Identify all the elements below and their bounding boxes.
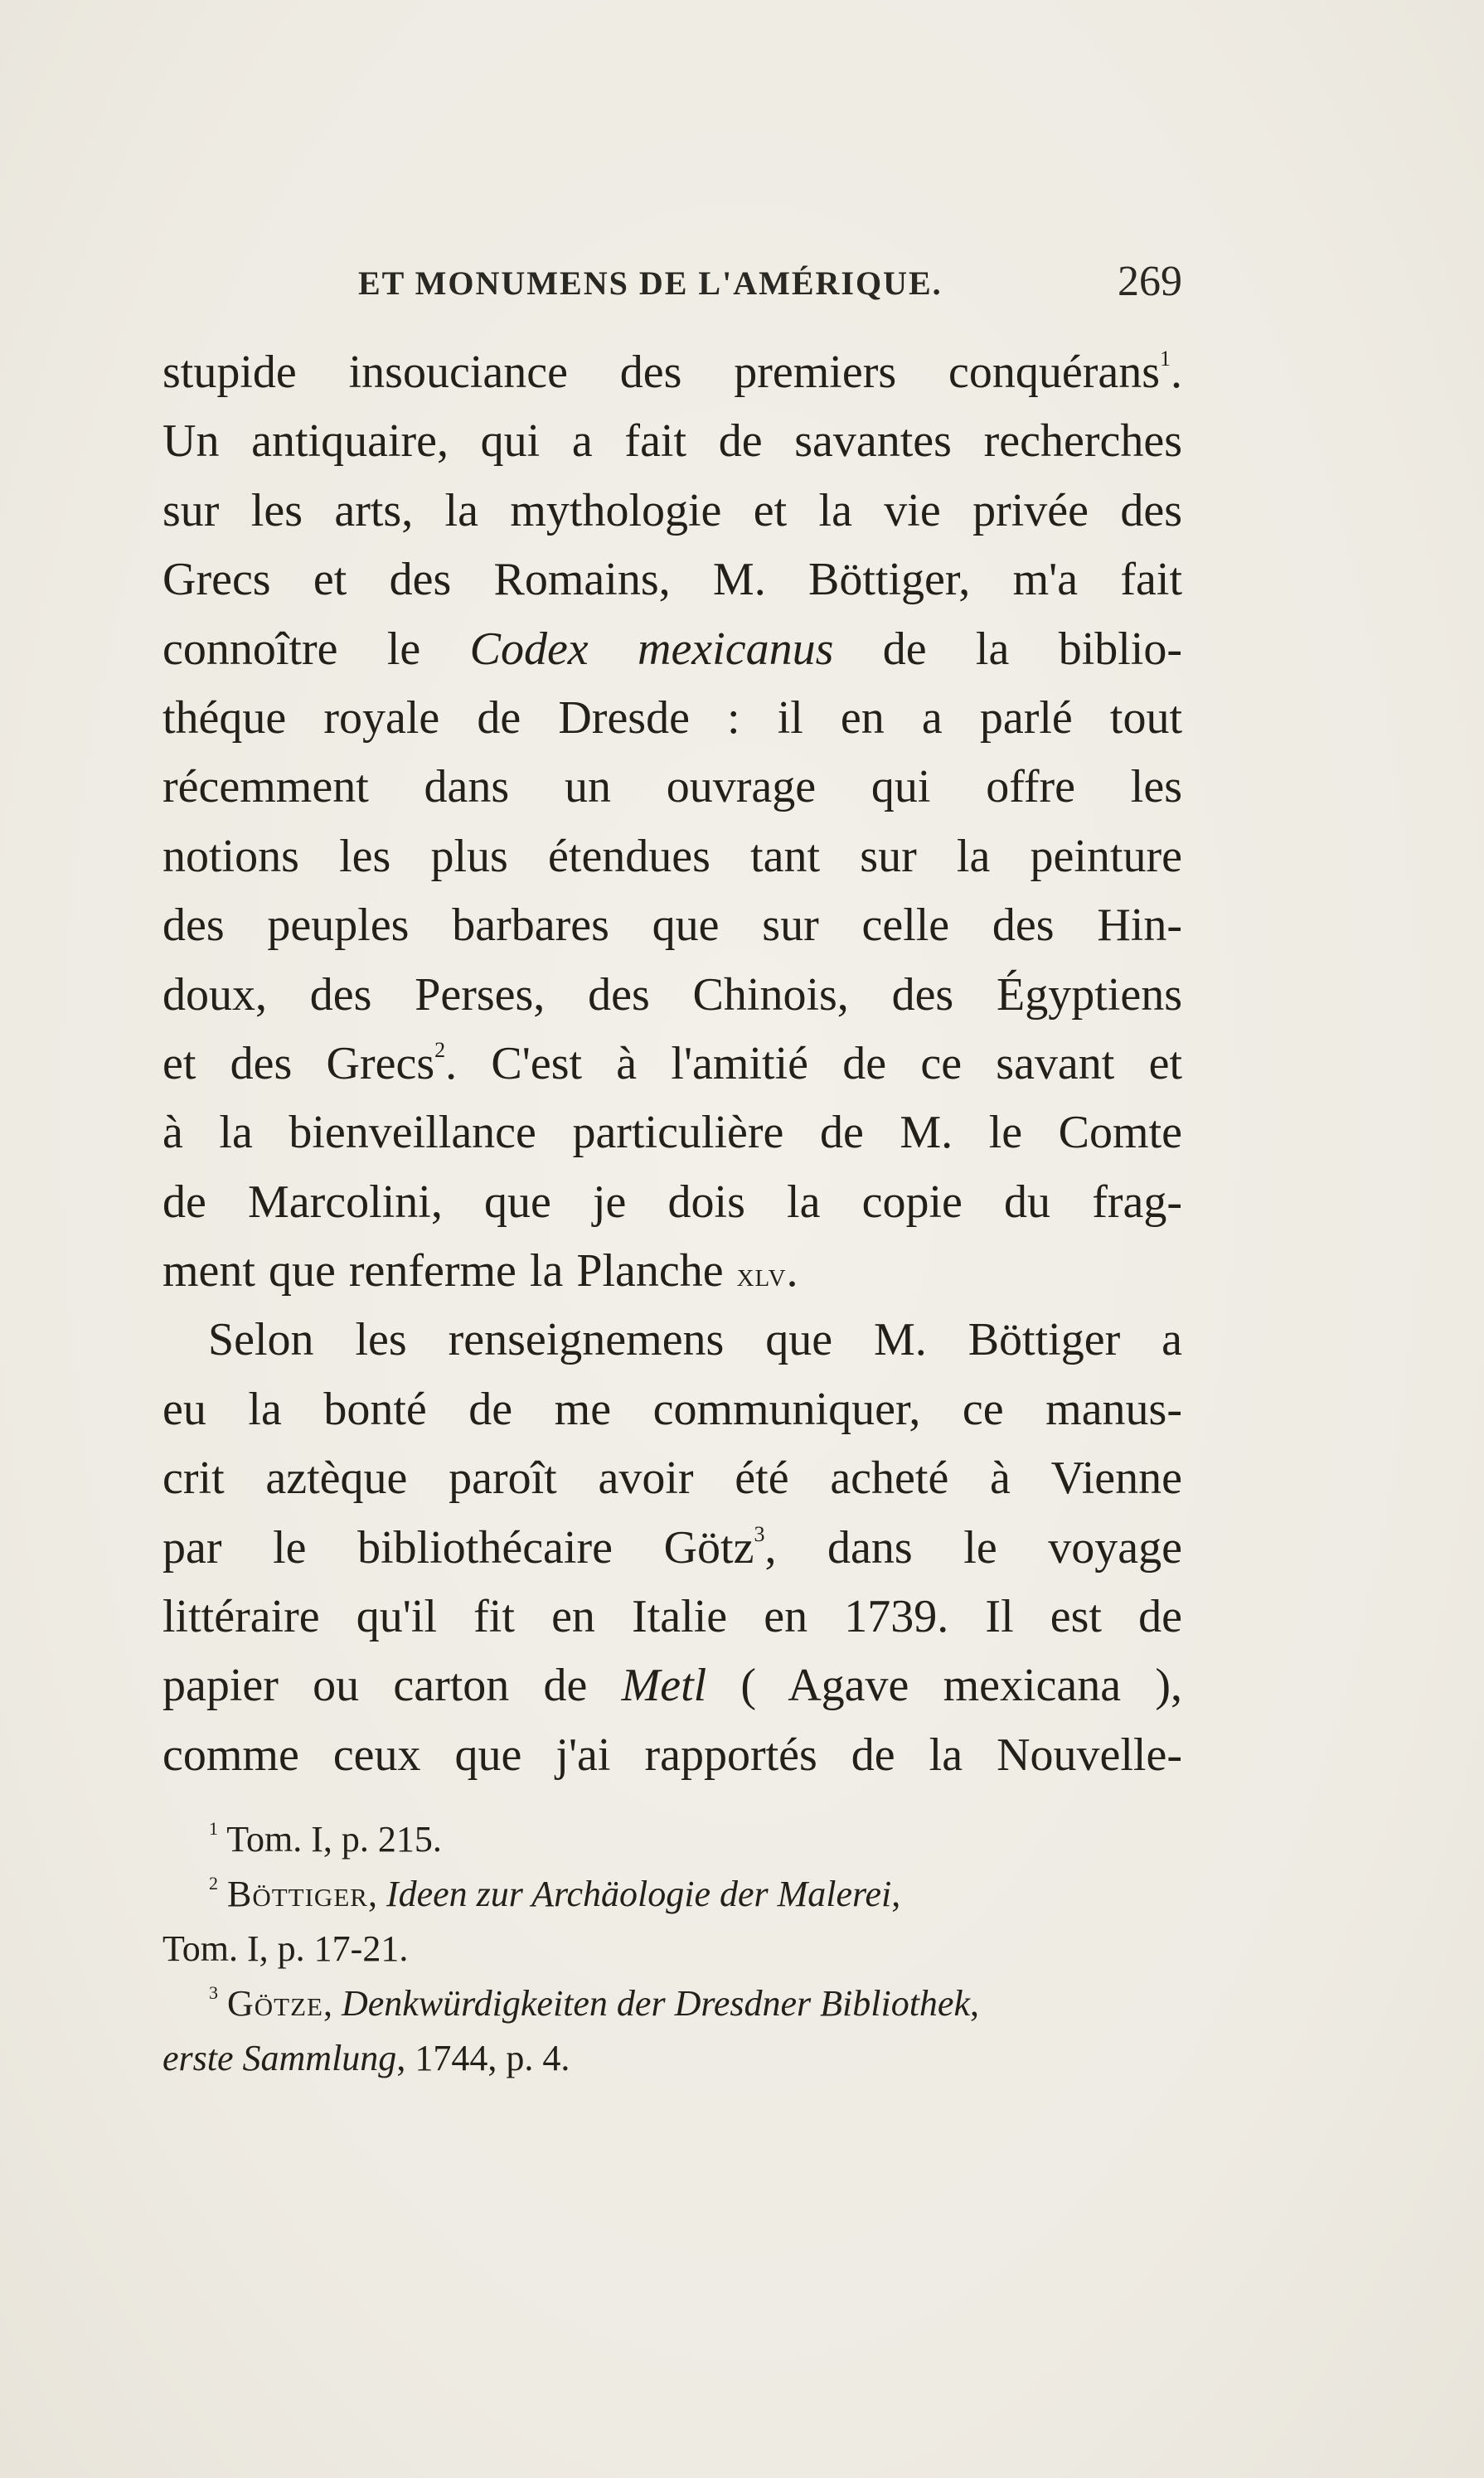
footnote: $^1$ Tom. I, p. 215. [209, 1818, 442, 1860]
text-line: connoître le Codex mexicanus de la biblio- [162, 623, 1183, 675]
running-head: ET MONUMENS DE L'AMÉRIQUE. [358, 264, 943, 302]
footnote: $^2$ Böttiger, Ideen zur Archäologie der Malerei, [209, 1873, 901, 1914]
text-line: théque royale de Dresde : il en a parlé tout [162, 691, 1182, 744]
page-header [162, 258, 1182, 313]
footnote: $^3$ Götze, Denkwürdigkeiten der Dresdner Bibliothek, [209, 1982, 979, 2024]
main-text [162, 338, 1182, 1790]
text-line: notions les plus étendues tant sur la peinture [162, 830, 1182, 882]
footnotes [162, 1812, 1182, 2086]
footnote-continuation: Tom. I, p. 17-21. [162, 1928, 409, 1969]
text-line: sur les arts, la mythologie et la vie privée des [162, 484, 1182, 536]
text-line: de Marcolini, que je dois la copie du frag- [162, 1176, 1182, 1228]
text-line: comme ceux que j'ai rapportés de la Nouvelle- [162, 1729, 1182, 1781]
page-number: 269 [1118, 258, 1182, 305]
text-line: récemment dans un ouvrage qui offre les [162, 761, 1182, 813]
text-line: ment que renferme la Planche xlv. [162, 1245, 798, 1297]
text-line: papier ou carton de Metl ( Agave mexicana ), [162, 1660, 1182, 1712]
text-line: Selon les renseignemens que M. Böttiger a [208, 1314, 1182, 1366]
text-line: à la bienveillance particulière de M. le Comte [162, 1107, 1182, 1159]
text-line: stupide insouciance des premiers conquérans$^1$. [162, 347, 1182, 398]
footnote-continuation: erste Sammlung, 1744, p. 4. [162, 2038, 570, 2078]
text-line: littéraire qu'il fit en Italie en 1739. Il est de [162, 1591, 1182, 1643]
text-line: eu la bonté de me communiquer, ce manus- [162, 1383, 1182, 1435]
text-line: par le bibliothécaire Götz$^3$, dans le voyage [162, 1521, 1183, 1574]
text-line: Un antiquaire, qui a fait de savantes recherches [162, 415, 1182, 468]
text-line: crit aztèque paroît avoir été acheté à Vienne [162, 1452, 1182, 1505]
text-line: et des Grecs$^2$. C'est à l'amitié de ce savant et [162, 1037, 1183, 1089]
text-line: Grecs et des Romains, M. Böttiger, m'a fait [162, 554, 1182, 606]
text-line: des peuples barbares que sur celle des Hin- [162, 900, 1182, 952]
text-line: doux, des Perses, des Chinois, des Égyptiens [162, 968, 1182, 1021]
